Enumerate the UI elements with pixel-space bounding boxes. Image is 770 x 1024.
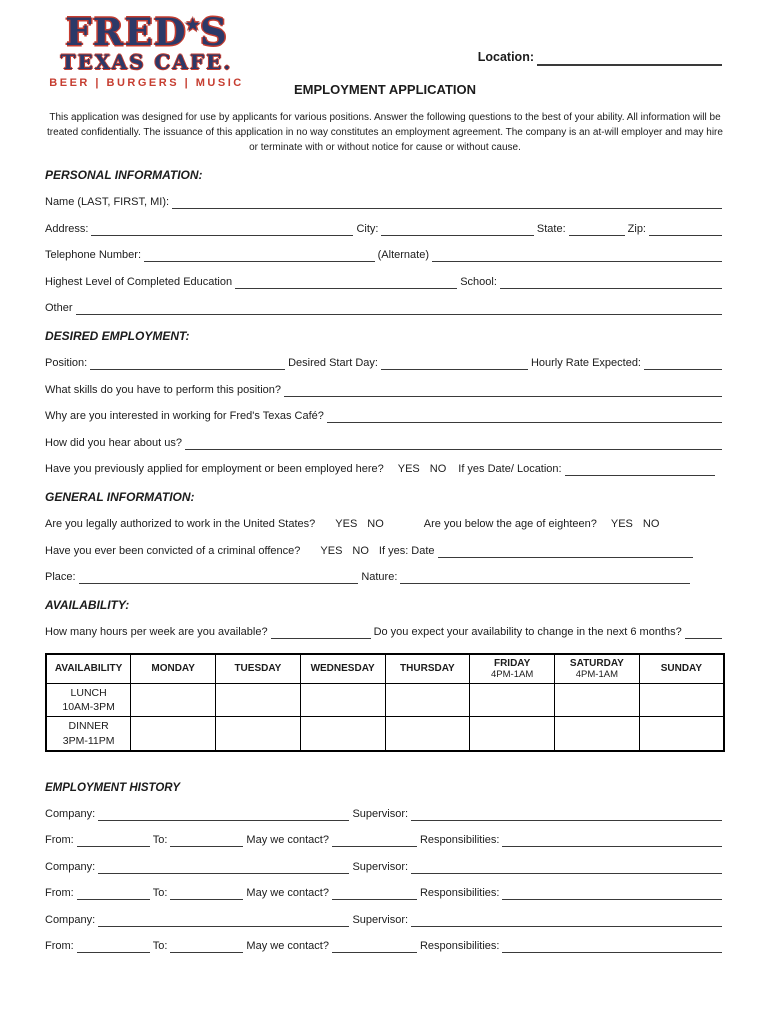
page-title: EMPLOYMENT APPLICATION	[294, 82, 476, 97]
address-row	[45, 223, 725, 237]
availability-cell-dinner-friday[interactable]	[470, 717, 555, 751]
col-header-friday	[470, 654, 555, 684]
under-eighteen-yes-option[interactable]: YES	[610, 518, 633, 530]
availability-cell-dinner-saturday[interactable]	[555, 717, 640, 751]
under-eighteen-no-option[interactable]: NO	[642, 518, 660, 530]
availability-cell-dinner-tuesday[interactable]	[216, 717, 301, 751]
section-heading-history: EMPLOYMENT HISTORY	[45, 781, 181, 794]
convicted-ifyes-label: If yes: Date	[378, 544, 435, 557]
availability-table	[45, 653, 725, 752]
education-row	[45, 276, 725, 290]
hours-label: How many hours per week are you available?	[45, 626, 268, 638]
availability-header-row	[46, 654, 724, 684]
zip-line[interactable]	[649, 223, 722, 236]
previously-applied-ifyes-label: If yes Date/ Location:	[458, 463, 562, 475]
lunch-row	[46, 684, 724, 717]
previously-applied-label: Have you previously applied for employment or been employed here?	[45, 463, 384, 475]
company-line-2[interactable]	[98, 861, 349, 874]
start-day-line[interactable]	[381, 357, 528, 370]
availability-cell-lunch-sunday[interactable]	[639, 684, 724, 717]
logo-wordmark	[39, 10, 254, 54]
school-line[interactable]	[500, 276, 722, 289]
other-label: Other	[45, 302, 73, 314]
authorized-label: Are you legally authorized to work in the United States?	[45, 518, 316, 530]
previously-applied-row	[45, 463, 725, 477]
from-label: From:	[45, 940, 74, 953]
form-header	[45, 10, 725, 108]
friday-label: FRIDAY	[493, 657, 531, 669]
nature-label: Nature:	[361, 571, 398, 583]
convicted-label: Have you ever been convicted of a criminal offence?	[45, 544, 301, 557]
phone-line[interactable]	[144, 249, 375, 262]
availability-cell-dinner-thursday[interactable]	[385, 717, 470, 751]
availability-cell-lunch-friday[interactable]	[470, 684, 555, 717]
col-header-monday: MONDAY	[131, 654, 216, 684]
company-label: Company:	[45, 913, 96, 926]
responsibilities-label: Responsibilities:	[419, 834, 500, 847]
authorized-yes-option[interactable]: YES	[335, 518, 358, 530]
history-company-row-1	[45, 808, 725, 822]
from-label: From:	[45, 834, 74, 847]
alternate-label: (Alternate)	[377, 249, 429, 261]
company-line-1[interactable]	[98, 808, 349, 821]
saturday-hours: 4PM-1AM	[575, 668, 618, 680]
state-line[interactable]	[569, 223, 625, 236]
from-label: From:	[45, 887, 74, 900]
col-header-saturday	[555, 654, 640, 684]
address-label: Address:	[45, 222, 89, 235]
history-company-row-3	[45, 914, 725, 928]
contact-label: May we contact?	[246, 940, 329, 953]
interest-line[interactable]	[327, 410, 722, 423]
to-line-3[interactable]	[170, 940, 243, 953]
from-line-3[interactable]	[77, 940, 150, 953]
phone-row	[45, 249, 725, 263]
lunch-row-label	[46, 684, 131, 717]
other-row	[45, 302, 725, 316]
company-label: Company:	[45, 807, 96, 820]
school-label: School:	[460, 275, 497, 288]
place-nature-row	[45, 571, 725, 585]
change-label: Do you expect your availability to change in the next 6 months?	[373, 626, 682, 638]
education-label: Highest Level of Completed Education	[45, 275, 233, 288]
name-label: Name (LAST, FIRST, MI):	[45, 196, 170, 208]
skills-line[interactable]	[284, 384, 722, 397]
col-header-thursday: THURSDAY	[385, 654, 470, 684]
state-label: State:	[536, 222, 566, 235]
interest-label: Why are you interested in working for Fred's Texas Café?	[45, 410, 324, 422]
responsibilities-label: Responsibilities:	[419, 940, 500, 953]
skills-label: What skills do you have to perform this position?	[45, 383, 282, 396]
dinner-label: DINNER	[68, 720, 109, 733]
city-label: City:	[356, 222, 379, 235]
hourly-rate-line[interactable]	[644, 357, 722, 370]
section-heading-personal: PERSONAL INFORMATION:	[45, 168, 203, 182]
supervisor-label: Supervisor:	[352, 913, 409, 926]
hours-line[interactable]	[271, 626, 371, 639]
dinner-row-label	[46, 717, 131, 751]
responsibilities-line-1[interactable]	[502, 834, 722, 847]
logo-text-fred: FRED	[65, 10, 187, 54]
history-dates-row-1	[45, 834, 725, 848]
position-label: Position:	[45, 357, 88, 369]
supervisor-line-2[interactable]	[411, 861, 722, 874]
contact-label: May we contact?	[246, 887, 329, 900]
position-line[interactable]	[90, 357, 285, 370]
location-line[interactable]	[537, 50, 722, 66]
authorized-row	[45, 518, 725, 532]
place-line[interactable]	[79, 571, 359, 584]
company-line-3[interactable]	[98, 914, 349, 927]
supervisor-line-1[interactable]	[411, 808, 722, 821]
availability-cell-dinner-sunday[interactable]	[639, 717, 724, 751]
hear-about-row	[45, 437, 725, 451]
change-line[interactable]	[685, 626, 722, 639]
skills-row	[45, 384, 725, 398]
under-eighteen-label: Are you below the age of eighteen?	[423, 518, 597, 530]
hear-about-line[interactable]	[185, 437, 722, 450]
previously-applied-yes-option[interactable]: YES	[397, 463, 420, 475]
to-line-2[interactable]	[170, 887, 243, 900]
convicted-row	[45, 545, 725, 559]
availability-cell-lunch-saturday[interactable]	[555, 684, 640, 717]
section-heading-general: GENERAL INFORMATION:	[45, 490, 195, 504]
start-day-label: Desired Start Day:	[288, 357, 378, 369]
phone-label: Telephone Number:	[45, 249, 142, 261]
address-line[interactable]	[91, 223, 353, 236]
logo-subtitle: TEXAS CAFE.	[60, 50, 233, 74]
location-row	[478, 50, 725, 66]
interest-row	[45, 410, 725, 424]
company-label: Company:	[45, 860, 96, 873]
star-icon: ★	[185, 15, 201, 34]
responsibilities-line-2[interactable]	[502, 887, 722, 900]
name-row	[45, 196, 725, 210]
hear-about-label: How did you hear about us?	[45, 436, 182, 449]
col-header-availability: AVAILABILITY	[46, 654, 131, 684]
lunch-time: 10AM-3PM	[62, 701, 115, 714]
convicted-yes-option[interactable]: YES	[320, 544, 343, 557]
section-heading-availability: AVAILABILITY:	[45, 598, 130, 612]
supervisor-line-3[interactable]	[411, 914, 722, 927]
to-label: To:	[152, 834, 168, 847]
section-heading-desired: DESIRED EMPLOYMENT:	[45, 329, 190, 343]
intro-paragraph: This application was designed for use by applicants for various positions. Answer the following questions to the best of your ability. All information will be treated confidentially. The issuance of this application in no way constitutes an employment agreement. The company is an at-will employer and may hire or terminate with or without notice for cause or without cause.	[47, 112, 723, 153]
availability-cell-lunch-wednesday[interactable]	[300, 684, 385, 717]
history-company-row-2	[45, 861, 725, 875]
convicted-no-option[interactable]: NO	[352, 544, 369, 557]
authorized-no-option[interactable]: NO	[367, 518, 384, 530]
contact-line-3[interactable]	[332, 940, 417, 953]
from-line-1[interactable]	[77, 834, 150, 847]
availability-cell-lunch-monday[interactable]	[131, 684, 216, 717]
history-dates-row-2	[45, 887, 725, 901]
col-header-tuesday: TUESDAY	[216, 654, 301, 684]
name-line[interactable]	[172, 196, 722, 209]
logo-tagline: BEER | BURGERS | MUSIC	[49, 77, 244, 89]
hourly-rate-label: Hourly Rate Expected:	[530, 357, 641, 369]
availability-cell-dinner-wednesday[interactable]	[300, 717, 385, 751]
availability-cell-lunch-thursday[interactable]	[385, 684, 470, 717]
supervisor-label: Supervisor:	[352, 807, 409, 820]
location-label: Location:	[477, 50, 534, 64]
friday-hours: 4PM-1AM	[491, 668, 534, 680]
availability-cell-dinner-monday[interactable]	[131, 717, 216, 751]
from-line-2[interactable]	[77, 887, 150, 900]
freds-texas-cafe-logo	[39, 10, 254, 89]
nature-line[interactable]	[400, 571, 690, 584]
contact-label: May we contact?	[246, 834, 329, 847]
dinner-row	[46, 717, 724, 751]
dinner-time: 3PM-11PM	[62, 734, 115, 747]
previously-applied-no-option[interactable]: NO	[429, 463, 447, 475]
logo-text-s: S	[199, 10, 228, 54]
zip-label: Zip:	[627, 222, 646, 235]
col-header-sunday: SUNDAY	[639, 654, 724, 684]
supervisor-label: Supervisor:	[352, 860, 409, 873]
col-header-wednesday: WEDNESDAY	[300, 654, 385, 684]
to-label: To:	[152, 887, 168, 900]
history-dates-row-3	[45, 940, 725, 954]
lunch-label: LUNCH	[70, 687, 107, 699]
hours-row	[45, 626, 725, 640]
alternate-phone-line[interactable]	[432, 249, 722, 262]
contact-line-2[interactable]	[332, 887, 417, 900]
to-line-1[interactable]	[170, 834, 243, 847]
availability-cell-lunch-tuesday[interactable]	[216, 684, 301, 717]
position-row	[45, 357, 725, 371]
education-line[interactable]	[235, 276, 457, 289]
saturday-label: SATURDAY	[569, 657, 624, 669]
place-label: Place:	[45, 571, 76, 583]
to-label: To:	[152, 940, 168, 953]
previously-applied-line[interactable]	[565, 463, 715, 476]
responsibilities-label: Responsibilities:	[419, 887, 500, 900]
convicted-date-line[interactable]	[438, 545, 693, 558]
responsibilities-line-3[interactable]	[502, 940, 722, 953]
city-line[interactable]	[381, 223, 533, 236]
contact-line-1[interactable]	[332, 834, 417, 847]
other-line[interactable]	[76, 302, 722, 315]
